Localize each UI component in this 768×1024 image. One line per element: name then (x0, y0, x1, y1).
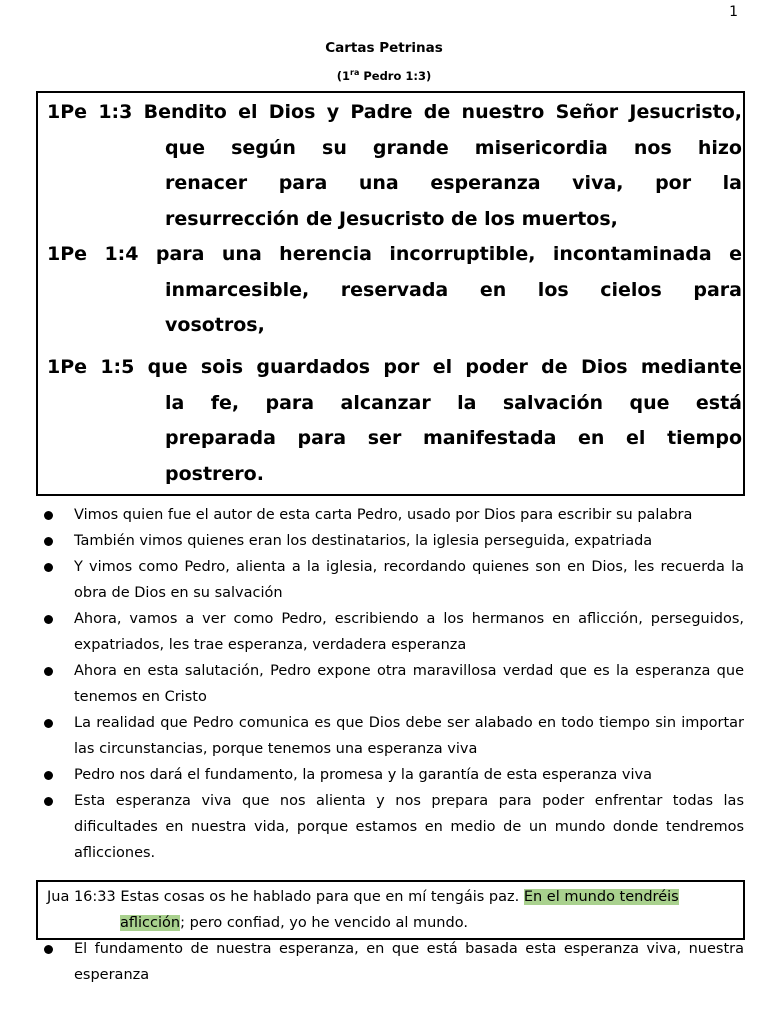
list-item: Y vimos como Pedro, alienta a la iglesia, recordando quienes son en Dios, les recuerda la obra de Dios en su salvación (40, 554, 744, 606)
highlighted-text: En el mundo tendréis (523, 889, 679, 905)
bullet-icon (44, 563, 53, 572)
document-title: Cartas Petrinas (325, 40, 443, 56)
verse-line: que según su grande misericordia nos hizo (165, 136, 742, 159)
bullet-icon (44, 771, 53, 780)
verse-first-line: 1Pe 1:3 Bendito el Dios y Padre de nuestro Señor Jesucristo, (47, 101, 742, 123)
verse-1pe-1-4 (47, 237, 742, 344)
verse-first-line: 1Pe 1:4 para una herencia incorruptible, incontaminada e (47, 243, 742, 265)
cross-reference-text: ; pero confiad, yo he vencido al mundo. (180, 915, 468, 931)
scripture-passage-box (36, 91, 745, 496)
verse-line: vosotros, (165, 314, 265, 336)
list-item: También vimos quienes eran los destinatarios, la iglesia perseguida, expatriada (40, 528, 744, 554)
subtitle-post: Pedro 1:3) (359, 68, 432, 83)
bullet-icon (44, 945, 53, 954)
verse-first-line: 1Pe 1:5 que sois guardados por el poder de Dios mediante (47, 356, 742, 378)
verse-line: preparada para ser manifestada en el tiempo (165, 427, 742, 449)
list-item: Vimos quien fue el autor de esta carta Pedro, usado por Dios para escribir su palabra (40, 502, 744, 528)
verse-line: resurrección de Jesucristo de los muertos, (165, 207, 618, 230)
bullet-icon (44, 615, 53, 624)
verse-line: renacer para una esperanza viva, por la (165, 172, 742, 194)
bullet-icon (44, 537, 53, 546)
list-item: El fundamento de nuestra esperanza, en que está basada esta esperanza viva, nuestra esperanza (40, 936, 744, 988)
subtitle-pre: (1 (336, 68, 350, 83)
bullet-list-bottom (40, 936, 744, 988)
cross-reference-text: Jua 16:33 Estas cosas os he hablado para que en mí tengáis paz. (47, 889, 524, 905)
list-item: Esta esperanza viva que nos alienta y nos prepara para poder enfrentar todas las dificultades en nuestra vida, porque estamos en medio de un mundo donde tendremos aflicciones. (40, 788, 744, 866)
list-item: Ahora en esta salutación, Pedro expone otra maravillosa verdad que es la esperanza que tenemos en Cristo (40, 658, 744, 710)
bullet-icon (44, 511, 53, 520)
bullet-list (40, 502, 744, 866)
page-number: 1 (729, 4, 738, 20)
list-item: Pedro nos dará el fundamento, la promesa y la garantía de esta esperanza viva (40, 762, 744, 788)
verse-line: postrero. (165, 462, 264, 485)
list-item: La realidad que Pedro comunica es que Dios debe ser alabado en todo tiempo sin importar las circunstancias, porque tenemos una esperanza viva (40, 710, 744, 762)
bullet-icon (44, 797, 53, 806)
verse-line: la fe, para alcanzar la salvación que está (165, 391, 742, 414)
verse-line: inmarcesible, reservada en los cielos para (165, 278, 742, 301)
cross-reference-line-2 (47, 910, 737, 936)
document-subtitle (0, 68, 768, 83)
list-item: Ahora, vamos a ver como Pedro, escribiendo a los hermanos en aflicción, perseguidos, expatriados, les trae esperanza, verdadera esperanza (40, 606, 744, 658)
verse-1pe-1-3 (47, 95, 742, 237)
bullet-icon (44, 667, 53, 676)
subtitle-superscript: ra (350, 68, 360, 77)
cross-reference-box (36, 880, 745, 940)
verse-1pe-1-5 (47, 350, 742, 492)
bullet-icon (44, 719, 53, 728)
highlighted-text: aflicción (120, 915, 181, 931)
